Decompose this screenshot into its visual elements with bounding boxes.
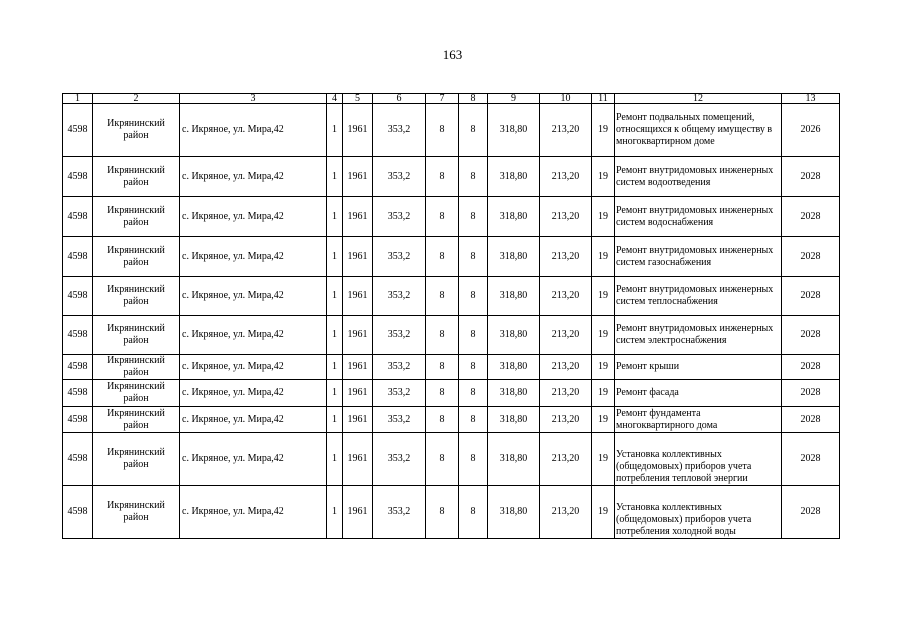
column-header: 3 [180, 94, 327, 104]
column-header: 6 [373, 94, 426, 104]
year-cell: 1961 [343, 157, 373, 197]
table-row [63, 237, 840, 277]
column-header: 9 [488, 94, 540, 104]
address-cell: с. Икряное, ул. Мира,42 [180, 486, 327, 539]
cell-col7: 8 [426, 380, 459, 407]
object-id-cell: 4598 [63, 237, 93, 277]
work-type-cell: Ремонт фасада [615, 380, 782, 407]
column-number-row [63, 94, 840, 104]
cell-col11: 19 [592, 277, 615, 316]
year-planned-cell: 2028 [782, 277, 840, 316]
cell-col9: 318,80 [488, 197, 540, 237]
object-id-cell: 4598 [63, 197, 93, 237]
cell-col10: 213,20 [540, 355, 592, 380]
work-type-cell: Ремонт внутридомовых инженерных систем водоотведения [615, 157, 782, 197]
object-id-cell: 4598 [63, 433, 93, 486]
count-cell: 1 [327, 104, 343, 157]
cell-col10: 213,20 [540, 486, 592, 539]
cell-col10: 213,20 [540, 157, 592, 197]
cell-col11: 19 [592, 486, 615, 539]
address-cell: с. Икряное, ул. Мира,42 [180, 277, 327, 316]
area-cell: 353,2 [373, 407, 426, 433]
count-cell: 1 [327, 355, 343, 380]
cell-col8: 8 [459, 197, 488, 237]
table-row [63, 355, 840, 380]
year-cell: 1961 [343, 380, 373, 407]
cell-col8: 8 [459, 316, 488, 355]
cell-col7: 8 [426, 355, 459, 380]
district-cell: Икрянинский район [93, 104, 180, 157]
cell-col11: 19 [592, 380, 615, 407]
year-cell: 1961 [343, 197, 373, 237]
object-id-cell: 4598 [63, 316, 93, 355]
year-cell: 1961 [343, 104, 373, 157]
area-cell: 353,2 [373, 277, 426, 316]
year-planned-cell: 2028 [782, 486, 840, 539]
cell-col8: 8 [459, 486, 488, 539]
object-id-cell: 4598 [63, 104, 93, 157]
column-header: 4 [327, 94, 343, 104]
count-cell: 1 [327, 316, 343, 355]
cell-col11: 19 [592, 407, 615, 433]
column-header: 8 [459, 94, 488, 104]
work-type-cell: Ремонт внутридомовых инженерных систем электроснабжения [615, 316, 782, 355]
cell-col7: 8 [426, 316, 459, 355]
area-cell: 353,2 [373, 355, 426, 380]
cell-col9: 318,80 [488, 433, 540, 486]
work-type-cell: Установка коллективных (общедомовых) приборов учета потребления тепловой энергии [615, 433, 782, 486]
table-row [63, 197, 840, 237]
address-cell: с. Икряное, ул. Мира,42 [180, 316, 327, 355]
cell-col7: 8 [426, 157, 459, 197]
object-id-cell: 4598 [63, 355, 93, 380]
district-cell: Икрянинский район [93, 380, 180, 407]
district-cell: Икрянинский район [93, 433, 180, 486]
cell-col8: 8 [459, 407, 488, 433]
object-id-cell: 4598 [63, 407, 93, 433]
year-cell: 1961 [343, 237, 373, 277]
district-cell: Икрянинский район [93, 237, 180, 277]
cell-col8: 8 [459, 237, 488, 277]
cell-col9: 318,80 [488, 380, 540, 407]
work-type-cell: Ремонт внутридомовых инженерных систем теплоснабжения [615, 277, 782, 316]
year-cell: 1961 [343, 433, 373, 486]
count-cell: 1 [327, 433, 343, 486]
count-cell: 1 [327, 380, 343, 407]
district-cell: Икрянинский район [93, 316, 180, 355]
district-cell: Икрянинский район [93, 486, 180, 539]
column-header: 11 [592, 94, 615, 104]
cell-col9: 318,80 [488, 157, 540, 197]
address-cell: с. Икряное, ул. Мира,42 [180, 355, 327, 380]
year-planned-cell: 2028 [782, 157, 840, 197]
table-row [63, 277, 840, 316]
count-cell: 1 [327, 157, 343, 197]
year-planned-cell: 2028 [782, 197, 840, 237]
cell-col9: 318,80 [488, 316, 540, 355]
column-header: 1 [63, 94, 93, 104]
count-cell: 1 [327, 407, 343, 433]
cell-col9: 318,80 [488, 486, 540, 539]
cell-col7: 8 [426, 104, 459, 157]
cell-col7: 8 [426, 486, 459, 539]
cell-col10: 213,20 [540, 316, 592, 355]
district-cell: Икрянинский район [93, 197, 180, 237]
district-cell: Икрянинский район [93, 157, 180, 197]
cell-col7: 8 [426, 197, 459, 237]
year-planned-cell: 2028 [782, 407, 840, 433]
cell-col10: 213,20 [540, 407, 592, 433]
count-cell: 1 [327, 277, 343, 316]
cell-col7: 8 [426, 237, 459, 277]
address-cell: с. Икряное, ул. Мира,42 [180, 157, 327, 197]
cell-col11: 19 [592, 316, 615, 355]
cell-col11: 19 [592, 237, 615, 277]
area-cell: 353,2 [373, 433, 426, 486]
cell-col11: 19 [592, 157, 615, 197]
cell-col7: 8 [426, 277, 459, 316]
cell-col10: 213,20 [540, 104, 592, 157]
district-cell: Икрянинский район [93, 355, 180, 380]
work-type-cell: Ремонт крыши [615, 355, 782, 380]
count-cell: 1 [327, 197, 343, 237]
cell-col9: 318,80 [488, 104, 540, 157]
address-cell: с. Икряное, ул. Мира,42 [180, 433, 327, 486]
work-type-cell: Ремонт подвальных помещений, относящихся к общему имуществу в многоквартирном доме [615, 104, 782, 157]
address-cell: с. Икряное, ул. Мира,42 [180, 104, 327, 157]
table-row [63, 486, 840, 539]
year-cell: 1961 [343, 316, 373, 355]
year-planned-cell: 2028 [782, 316, 840, 355]
cell-col11: 19 [592, 355, 615, 380]
cell-col11: 19 [592, 433, 615, 486]
cell-col9: 318,80 [488, 355, 540, 380]
work-type-cell: Ремонт внутридомовых инженерных систем газоснабжения [615, 237, 782, 277]
area-cell: 353,2 [373, 486, 426, 539]
area-cell: 353,2 [373, 380, 426, 407]
table-row [63, 316, 840, 355]
page-number: 163 [442, 47, 463, 62]
cell-col10: 213,20 [540, 433, 592, 486]
column-header: 13 [782, 94, 840, 104]
cell-col8: 8 [459, 104, 488, 157]
cell-col10: 213,20 [540, 380, 592, 407]
cell-col8: 8 [459, 157, 488, 197]
table-row [63, 157, 840, 197]
year-cell: 1961 [343, 486, 373, 539]
table-body [63, 94, 840, 539]
table-row [63, 380, 840, 407]
column-header: 12 [615, 94, 782, 104]
year-cell: 1961 [343, 355, 373, 380]
work-type-cell: Ремонт внутридомовых инженерных систем водоснабжения [615, 197, 782, 237]
column-header: 10 [540, 94, 592, 104]
cell-col8: 8 [459, 355, 488, 380]
column-header: 2 [93, 94, 180, 104]
capital-repair-table [62, 93, 840, 539]
address-cell: с. Икряное, ул. Мира,42 [180, 237, 327, 277]
table-row [63, 433, 840, 486]
object-id-cell: 4598 [63, 486, 93, 539]
count-cell: 1 [327, 486, 343, 539]
district-cell: Икрянинский район [93, 277, 180, 316]
area-cell: 353,2 [373, 104, 426, 157]
area-cell: 353,2 [373, 197, 426, 237]
year-cell: 1961 [343, 277, 373, 316]
cell-col7: 8 [426, 407, 459, 433]
cell-col10: 213,20 [540, 277, 592, 316]
table-row [63, 407, 840, 433]
object-id-cell: 4598 [63, 157, 93, 197]
work-type-cell: Установка коллективных (общедомовых) приборов учета потребления холодной воды [615, 486, 782, 539]
year-planned-cell: 2028 [782, 433, 840, 486]
area-cell: 353,2 [373, 237, 426, 277]
table-row [63, 104, 840, 157]
cell-col10: 213,20 [540, 197, 592, 237]
cell-col9: 318,80 [488, 277, 540, 316]
work-type-cell: Ремонт фундамента многоквартирного дома [615, 407, 782, 433]
area-cell: 353,2 [373, 316, 426, 355]
cell-col8: 8 [459, 380, 488, 407]
cell-col9: 318,80 [488, 407, 540, 433]
address-cell: с. Икряное, ул. Мира,42 [180, 197, 327, 237]
object-id-cell: 4598 [63, 277, 93, 316]
area-cell: 353,2 [373, 157, 426, 197]
address-cell: с. Икряное, ул. Мира,42 [180, 380, 327, 407]
year-planned-cell: 2028 [782, 355, 840, 380]
year-planned-cell: 2026 [782, 104, 840, 157]
cell-col7: 8 [426, 433, 459, 486]
cell-col11: 19 [592, 104, 615, 157]
year-planned-cell: 2028 [782, 237, 840, 277]
cell-col8: 8 [459, 277, 488, 316]
address-cell: с. Икряное, ул. Мира,42 [180, 407, 327, 433]
year-planned-cell: 2028 [782, 380, 840, 407]
object-id-cell: 4598 [63, 380, 93, 407]
cell-col11: 19 [592, 197, 615, 237]
column-header: 5 [343, 94, 373, 104]
cell-col9: 318,80 [488, 237, 540, 277]
column-header: 7 [426, 94, 459, 104]
count-cell: 1 [327, 237, 343, 277]
cell-col10: 213,20 [540, 237, 592, 277]
cell-col8: 8 [459, 433, 488, 486]
year-cell: 1961 [343, 407, 373, 433]
district-cell: Икрянинский район [93, 407, 180, 433]
